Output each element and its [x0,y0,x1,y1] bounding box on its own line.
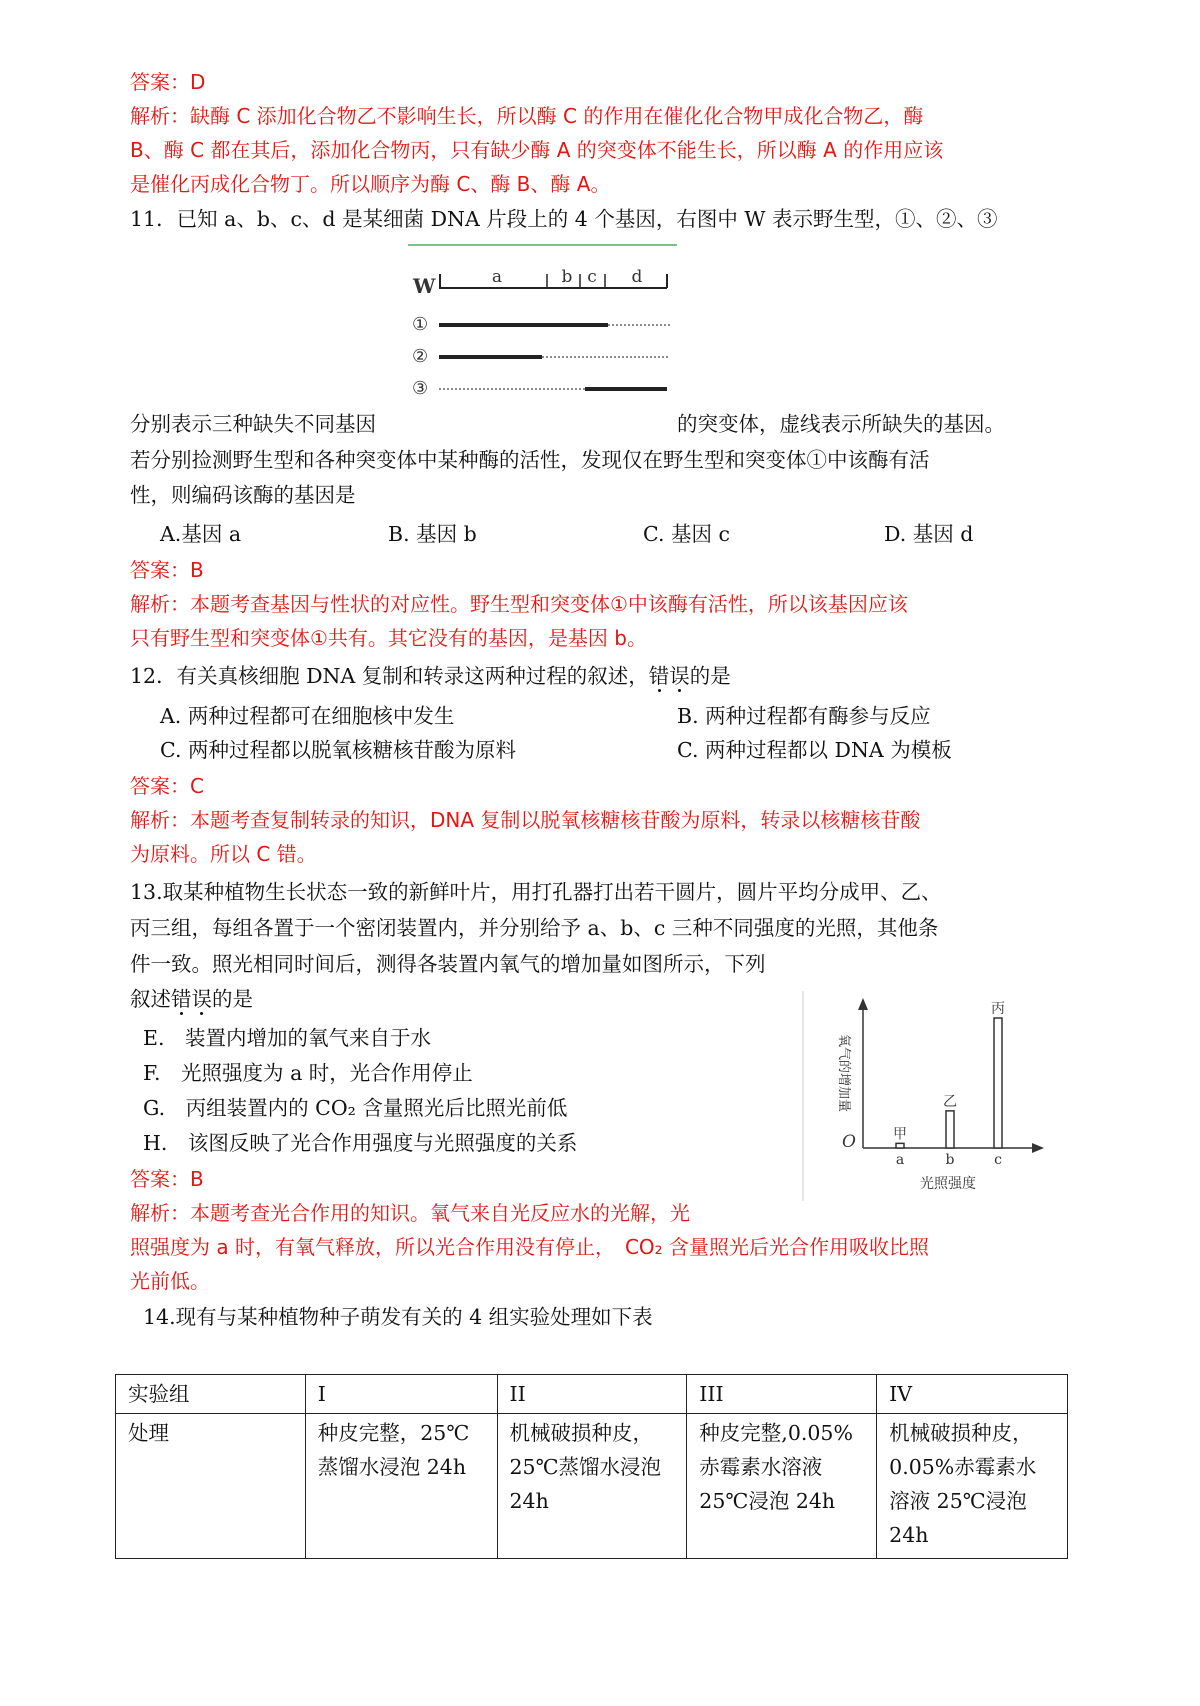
table-header-cell: III [687,1375,877,1414]
x-axis-arrow [1032,1143,1044,1153]
table-cell [877,1414,1068,1559]
q12-choice-d: C. 两种过程都以 DNA 为模板 [677,738,952,762]
q10-analysis-line: 是催化丙成化合物丁。所以顺序为酶 C、酶 B、酶 A。 [130,172,611,196]
q12-choice-b: B. 两种过程都有酶参与反应 [677,704,931,728]
table-header-cell: I [305,1375,497,1414]
table-cell [305,1414,497,1559]
cell-line: 溶液 25℃浸泡 [889,1489,1027,1513]
q12-choice-a: A. 两种过程都可在细胞核中发生 [160,704,455,728]
cell-line: 机械破损种皮， [889,1421,1033,1445]
q13-choice-g: G. 丙组装置内的 CO₂ 含量照光后比照光前低 [143,1096,568,1120]
row-label-w: W [413,274,436,298]
q10-analysis-line: B、酶 C 都在其后，添加化合物丙，只有缺少酶 A 的突变体不能生长，所以酶 A 的作用应该 [130,138,944,162]
oxygen-bar-chart [800,988,1045,1203]
gene-label-c: c [587,267,597,287]
q12-analysis-line: 为原料。所以 C 错。 [130,842,317,866]
gene-label-d: d [631,267,643,287]
q11-choice-b: B. 基因 b [388,522,477,546]
cell-line: 0.05%赤霉素水 [889,1455,1037,1479]
bar-b [946,1111,954,1148]
q13-stem-line: 件一致。照光相同时间后，测得各装置内氧气的增加量如图所示，下列 [130,952,766,976]
table-cell [687,1414,877,1559]
cell-line: 24h [509,1489,549,1513]
q11-stem-line: 11．已知 a、b、c、d 是某细菌 DNA 片段上的 4 个基因，右图中 W 表示野生型，①、②、③ [130,207,998,231]
table-row-label: 处理 [116,1414,306,1559]
q11-choice-a: A.基因 a [160,522,242,546]
y-axis-title: 氧气的增加量 [836,1033,851,1113]
q11-answer: 答案：B [130,558,204,582]
bar-label: 乙 [943,1093,957,1110]
experiment-table [115,1374,1068,1559]
q11-stem-line: 若分别捡测野生型和各种突变体中某种酶的活性，发现仅在野生型和突变体①中该酶有活 [130,448,930,472]
q13-choice-f: F. 光照强度为 a 时，光合作用停止 [143,1061,473,1085]
cell-line: 25℃蒸馏水浸泡 [509,1455,662,1479]
gene-label-b: b [561,267,573,287]
q13-stem-line: 丙三组，每组各置于一个密闭装置内，并分别给予 a、b、c 三种不同强度的光照，其他条 [130,916,939,940]
y-axis-arrow [858,998,868,1010]
q13-analysis-line: 照强度为 a 时，有氧气释放，所以光合作用没有停止， CO₂ 含量照光后光合作用吸收比照 [130,1235,930,1259]
q11-choice-c: C. 基因 c [643,522,730,546]
cell-line: 赤霉素水溶液 [699,1455,823,1479]
q11-analysis-line: 解析：本题考查基因与性状的对应性。野生型和突变体①中该酶有活性，所以该基因应该 [130,592,908,616]
q11-analysis-line: 只有野生型和突变体①共有。其它没有的基因，是基因 b。 [130,626,647,650]
table-header-row [116,1375,1068,1414]
gene-label-a: a [491,267,503,287]
table-header-cell: IV [877,1375,1068,1414]
gene-deletion-figure [405,240,680,402]
x-axis-title: 光照强度 [920,1176,976,1192]
q10-answer: 答案：D [130,70,206,94]
q12-stem: 12．有关真核细胞 DNA 复制和转录这两种过程的叙述，错误的是 [130,664,731,688]
q12-choice-c: C. 两种过程都以脱氧核糖核苷酸为原料 [160,738,516,762]
table-cell [497,1414,687,1559]
q13-choice-e: E. 装置内增加的氧气来自于水 [143,1026,431,1050]
origin-label: O [842,1132,856,1152]
bar-label: 丙 [991,1001,1005,1017]
emphasis-char: 误 [191,987,212,1011]
q10-analysis-line: 解析：缺酶 C 添加化合物乙不影响生长，所以酶 C 的作用在催化化合物甲成化合物乙，酶 [130,104,924,128]
table-header-cell: II [497,1375,687,1414]
row-label-mutant-1: ① [412,314,429,335]
cell-line: 机械破损种皮， [509,1421,654,1445]
q12-analysis-line: 解析：本题考查复制转录的知识，DNA 复制以脱氧核糖核苷酸为原料，转录以核糖核苷酸 [130,808,921,832]
cell-line: 24h [889,1523,929,1547]
q13-stem-line: 13.取某种植物生长状态一致的新鲜叶片，用打孔器打出若干圆片，圆片平均分成甲、乙、 [130,880,942,904]
q13-analysis-line: 光前低。 [130,1269,210,1293]
q13-analysis-line: 解析：本题考查光合作用的知识。氧气来自光反应水的光解，光 [130,1201,690,1225]
bar-c [994,1018,1002,1148]
q11-stem-line-right: 的突变体，虚线表示所缺失的基因。 [677,412,1005,436]
x-tick-label: a [895,1152,905,1168]
q14-stem: 14.现有与某种植物种子萌发有关的 4 组实验处理如下表 [143,1305,653,1329]
cell-line: 蒸馏水浸泡 24h [317,1455,467,1479]
table-header-cell: 实验组 [116,1375,306,1414]
row-label-mutant-2: ② [412,346,429,367]
cell-line: 种皮完整，25℃ [317,1421,470,1445]
emphasis-char: 误 [669,664,690,688]
row-label-mutant-3: ③ [412,378,429,399]
x-tick-label: b [945,1152,955,1168]
cell-line: 25℃浸泡 24h [699,1489,836,1513]
cell-line: 种皮完整,0.05% [699,1421,853,1445]
emphasis-char: 错 [171,987,192,1011]
bar-a [896,1143,904,1148]
bar-label: 甲 [893,1126,907,1143]
q13-answer: 答案：B [130,1167,204,1191]
q11-stem-line: 性，则编码该酶的基因是 [130,483,356,507]
q13-stem-last: 叙述错误的是 [130,987,253,1011]
x-tick-label: c [994,1152,1002,1168]
q12-answer: 答案：C [130,774,204,798]
q13-choice-h: H. 该图反映了光合作用强度与光照强度的关系 [143,1131,578,1155]
bars-group [893,1001,1005,1168]
q11-stem-line-left: 分别表示三种缺失不同基因 [130,412,376,436]
emphasis-char: 错 [648,664,670,688]
table-row [116,1414,1068,1559]
q11-choice-d: D. 基因 d [884,522,974,546]
